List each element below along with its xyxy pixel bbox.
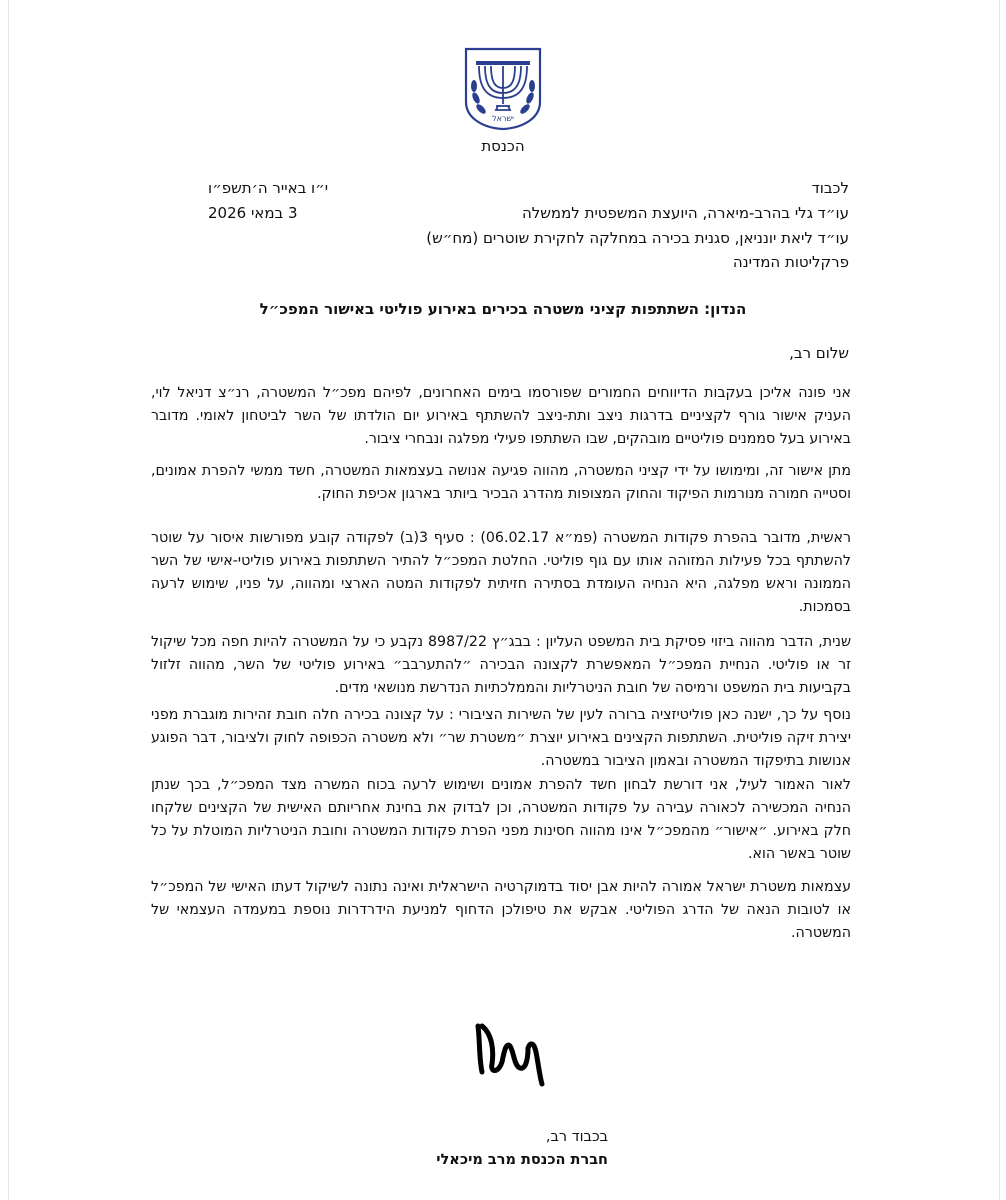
paragraph: מתן אישור זה, ומימושו על ידי קציני המשטרה, מהווה פגיעה אנושה בעצמאות המשטרה, חשד ממשי להפרת אמונים, וסטייה חמורה מנורמות הפיקוד והחוק המצופות מהדרג הבכיר ביותר בארגון אכיפת החוק.: [151, 463, 851, 502]
handwritten-signature: [470, 1012, 550, 1092]
recipient-1: עו״ד גלי בהרב-מיארה, היועצת המשפטית לממשלה: [521, 204, 849, 222]
recipient-2: עו״ד ליאת יונניאן, סגנית בכירה במחלקה לחקירת שוטרים (מח״ש): [426, 229, 849, 247]
paragraph: אני פונה אליכן בעקבות הדיווחים החמורים שפורסמו בימים האחרונים, לפיהם מפכ״ל המשטרה, רנ״צ דניאל לוי, העניק אישור גורף לקציניים בדרגות ניצב ותת-ניצב להשתתף באירוע יום הולדתו של השר לביטחון לאומי. מדובר באירוע בעל סממנים פוליטיים מובהקים, שבו השתתפו פעילי מפלגה ונבחרי ציבור.: [151, 385, 851, 447]
subject-line: הנדון: השתתפות קציני משטרה בכירים באירוע פוליטי באישור המפכ״ל: [259, 300, 747, 318]
paragraph: לאור האמור לעיל, אני דורשת לבחון חשד להפרת אמונים ושימוש לרעה בכוח המשרה מצד המפכ״ל, בכך שנתן הנחיה המכשירה לכאורה עבירה על פקודות המשטרה, וכן לבדוק את בחינת אחריותם האישית של הקצינים שלקחו חלק באירוע. ״אישור״ מהמפכ״ל אינו מהווה חסינות מפני הפרת פקודות המשטרה וחובת הניטרליות המוטלת על כל שוטר באשר הוא.: [151, 777, 851, 862]
date-gregorian: 3 במאי 2026: [208, 204, 298, 222]
paragraph: עצמאות משטרת ישראל אמורה להיות אבן יסוד בדמוקרטיה הישראלית ואינה נתונה לשיקול דעתו האישי של המפכ״ל או לטובות הנאה של הדרג הפוליטי. אבקש את טיפולכן הדחוף למניעת הידרדרות נוספת במעמדה העצמאי של המשטרה.: [151, 879, 851, 941]
org-name: הכנסת: [481, 137, 525, 155]
knesset-emblem-icon: [463, 46, 543, 131]
closing: בכבוד רב,: [545, 1129, 608, 1145]
salutation-to: לכבוד: [811, 179, 849, 197]
emblem-text: ישראל: [492, 114, 514, 123]
paragraph: שנית, הדבר מהווה ביזוי פסיקת בית המשפט העליון : בבג״ץ 8987/22 נקבע כי על המשטרה להיות חפה מכל שיקול זר או פוליטי. הנחיית המפכ״ל המאפשרת לקצונה הבכירה ״להתערבב״ באירוע פוליטי של השר, מהווה זלזול בקביעות בית המשפט ורמיסה של חובת הניטרליות והממלכתיות הנדרשת מנושאי מדים.: [151, 634, 851, 696]
recipient-3: פרקליטות המדינה: [732, 253, 849, 271]
signer-name: חברת הכנסת מרב מיכאלי: [436, 1152, 608, 1168]
paragraph: נוסף על כך, ישנה כאן פוליטיזציה ברורה לעין של השירות הציבורי : על קצונה בכירה חלה חובת זהירות מוגברת מפני יצירת זיקה פוליטית. השתתפות הקצינים באירוע יוצרת ״משטרת שר״ ולא משטרה הכפופה לחוק ולציבור, דבר הפוגע אנושות בתיפקוד המשטרה ובאמון הציבור במשטרה.: [151, 707, 851, 769]
paragraph: ראשית, מדובר בהפרת פקודות המשטרה (פמ״א 06.02.17) : סעיף 3(ב) לפקודה קובע מפורשות איסור על שוטר להשתתף בכל פעילות המזוהה אותו עם גוף פוליטי. החלטת המפכ״ל להתיר השתתפות באירוע פוליטי-אישי של השר הממונה וראש מפלגה, היא הנחיה העומדת בסתירה חזיתית לפקודות המטה הארצי ומהווה, על פניו, שימוש לרעה בסמכות.: [151, 530, 851, 615]
date-hebrew: י״ו באייר ה׳תשפ״ו: [208, 179, 329, 197]
greeting: שלום רב,: [789, 344, 849, 362]
